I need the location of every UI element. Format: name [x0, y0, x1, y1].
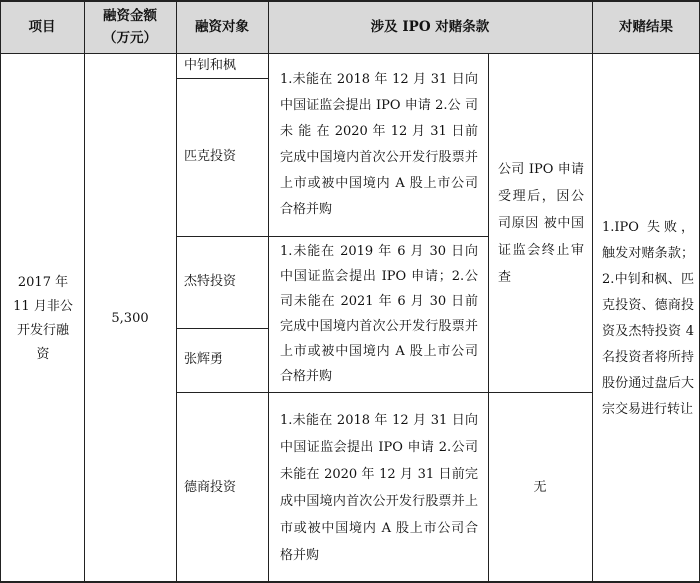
row-divider-2 — [176, 236, 488, 237]
investor-cell-1 — [176, 54, 268, 78]
header-ipo-terms-text: 涉及 IPO 对赌条款 — [370, 19, 490, 35]
result-text: 1.IPO 失败，触发对赌条款；2.中钊和枫、匹克投资、德商投资及杰特投资 4 名投资者将所持股份通过盘后大宗交易进行转让 — [602, 219, 694, 417]
header-project-text: 项目 — [28, 19, 56, 35]
col-divider-4 — [488, 54, 489, 583]
col-divider-3 — [268, 0, 269, 583]
status-text-ab: 公司 IPO 申请受理后，因公司原因 被中国证监会终止审查 — [498, 161, 584, 285]
header-investor — [176, 0, 268, 54]
investor-cell-3 — [176, 236, 268, 328]
border-left — [0, 0, 1, 583]
investor-name: 德商投资 — [184, 479, 237, 495]
header-project — [0, 0, 84, 54]
header-amount — [84, 0, 176, 54]
investor-cell-5 — [176, 392, 268, 583]
terms-cell-a — [268, 54, 488, 236]
row-divider-4 — [176, 392, 592, 393]
header-divider — [0, 53, 700, 54]
terms-cell-c — [268, 392, 488, 583]
terms-text-b: 1.未能在 2019 年 6 月 30 日向中国证监会提出 IPO 申请；2.公司未能在 2021 年 6 月 30 日前完成中国境内首次公开发行股票并上市或被中国境内 A 股上市公司合格并购 — [280, 244, 478, 384]
col-divider-2 — [176, 0, 177, 583]
col-divider-1 — [84, 0, 85, 583]
project-cell — [4, 54, 82, 583]
result-cell — [592, 54, 700, 583]
col-divider-5 — [592, 0, 593, 583]
header-result-text: 对赌结果 — [619, 19, 673, 35]
status-cell-ab — [488, 54, 592, 392]
header-result — [592, 0, 700, 54]
investor-name: 张辉勇 — [184, 352, 224, 367]
amount-text: 5,300 — [111, 310, 149, 326]
row-divider-1 — [176, 78, 268, 79]
header-amount-line2: （万元） — [103, 30, 157, 46]
amount-cell — [84, 54, 176, 583]
terms-cell-b — [268, 236, 488, 392]
investor-cell-4 — [176, 328, 268, 392]
terms-text-c: 1.未能在 2018 年 12 月 31 日向 中国证监会提出 IPO 申请 2.公司未能在 2020 年 12 月 31 日前完成中国境内首次公开发行股票并上市或被中国境内 A 股上市公司合格并购 — [280, 412, 478, 563]
status-cell-c — [488, 392, 592, 583]
status-text-c: 无 — [533, 479, 547, 495]
header-amount-line1: 融资金额 — [103, 8, 157, 24]
header-investor-text: 融资对象 — [195, 19, 249, 35]
investor-name: 杰特投资 — [184, 274, 237, 289]
investor-name: 中钊和枫 — [184, 58, 237, 73]
header-ipo-terms — [268, 0, 592, 54]
terms-text-a: 1.未能在 2018 年 12 月 31 日向中国证监会提出 IPO 申请 2.公 司 未 能 在 2020 年 12 月 31 日前完成中国境内首次公开发行股票并上市或被中国境内 A 股上市公司合格并购 — [280, 72, 478, 217]
investor-cell-2 — [176, 78, 268, 236]
row-divider-3 — [176, 328, 268, 329]
border-top — [0, 0, 700, 2]
investor-name: 匹克投资 — [184, 149, 237, 164]
project-text: 2017 年 11 月非公开发行融资 — [13, 274, 73, 362]
